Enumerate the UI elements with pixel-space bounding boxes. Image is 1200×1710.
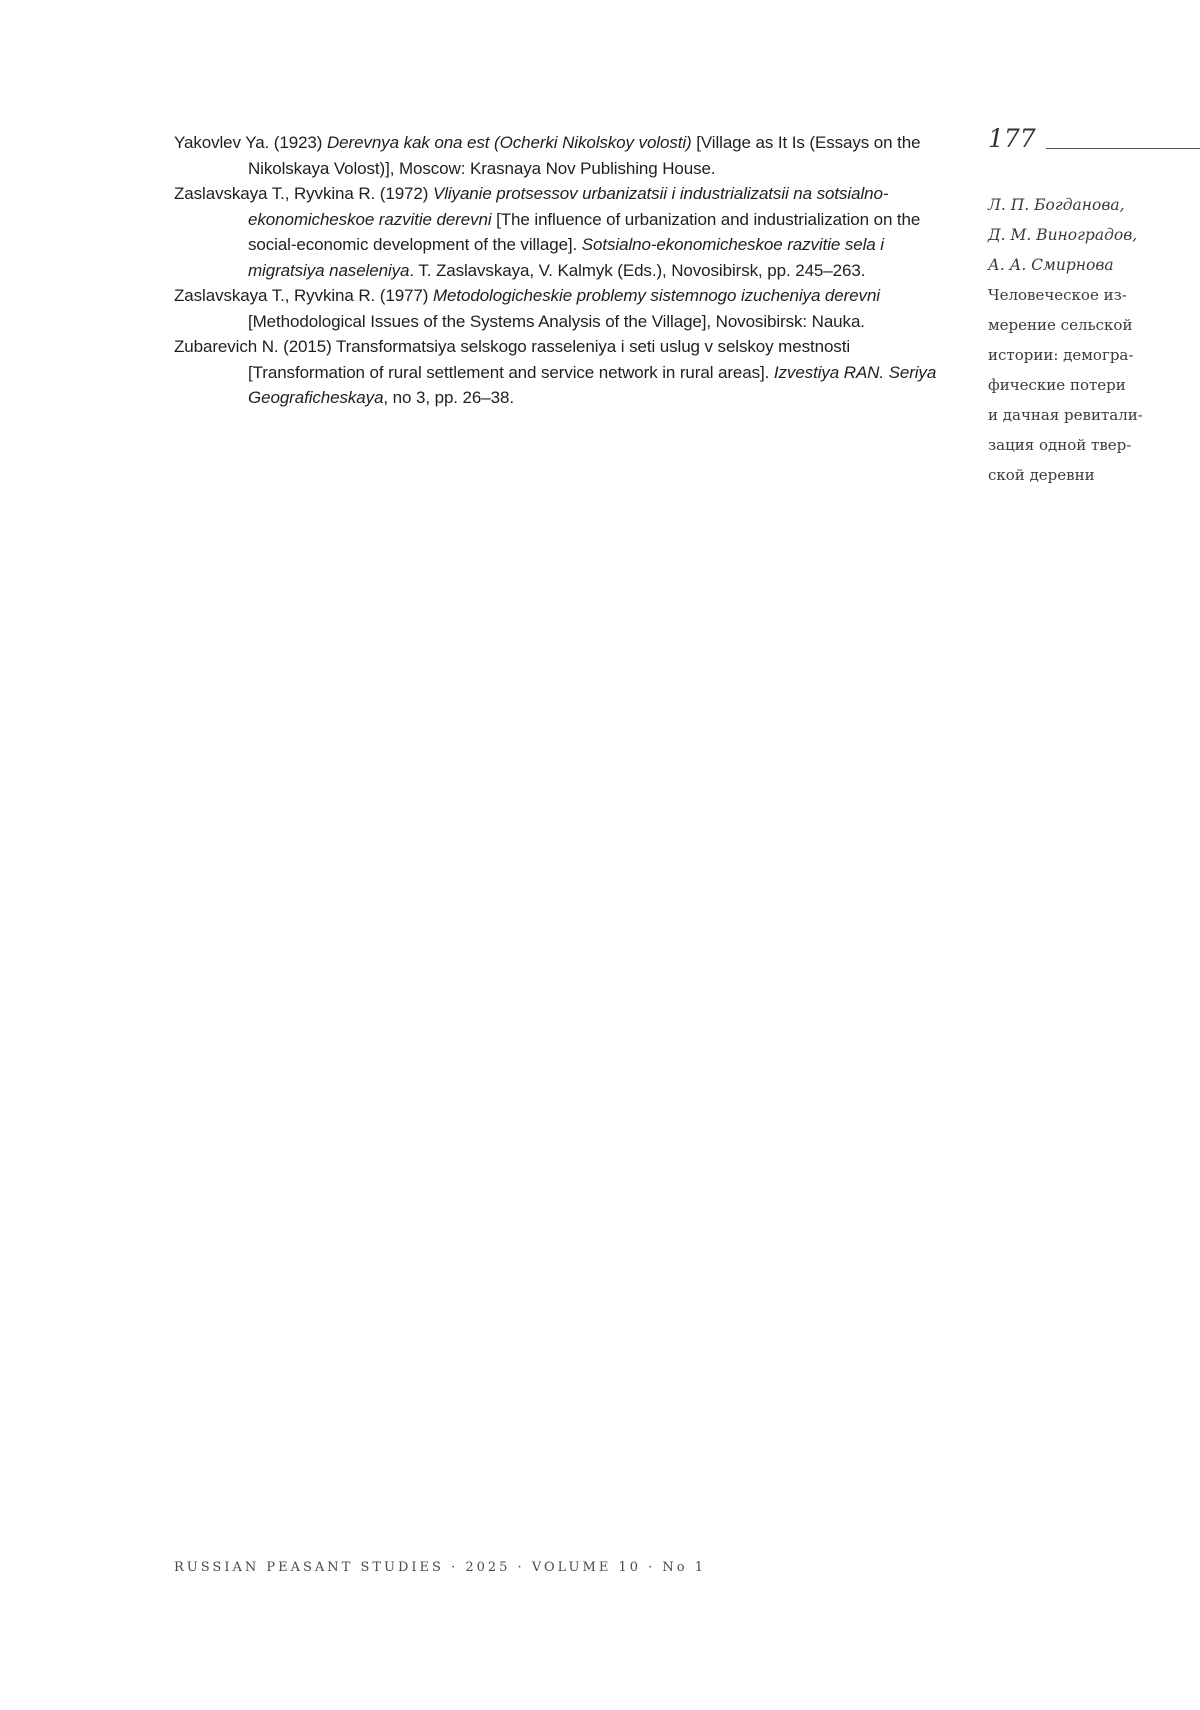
reference-text: [Methodological Issues of the Systems Analysis of the Village], Novosibirsk: Nauka.: [248, 311, 865, 331]
reference-list: [174, 130, 954, 411]
reference-entry: [174, 283, 954, 334]
running-header-sidebar: [988, 190, 1188, 490]
reference-text: Zaslavskaya T., Ryvkina R. (1972): [174, 184, 433, 203]
reference-italic-title: Metodologicheskie problemy sistemnogo izucheniya derevni: [432, 286, 880, 305]
reference-italic-title: Sotsialno-ekonomicheskoe razvitie sela i migratsiya naseleniya: [248, 235, 884, 280]
reference-text: Zaslavskaya T., Ryvkina R. (1977): [174, 286, 433, 305]
article-title-line: ской деревни: [988, 466, 1095, 484]
reference-text: [Village as It Is (Essays on the Nikolskaya Volost)], Moscow: Krasnaya Nov Publishing House.: [248, 133, 921, 178]
article-title-line: мерение сельской: [988, 316, 1133, 334]
reference-italic-title: Derevnya kak ona est (Ocherki Nikolskoy volosti): [326, 133, 692, 152]
reference-text: , no 3, pp. 26–38.: [383, 388, 514, 407]
author-name: Л. П. Богданова,: [988, 196, 1125, 214]
page-number: 177: [988, 124, 1036, 153]
author-name: Д. М. Виноградов,: [988, 226, 1138, 244]
article-title-line: и дачная ревитали-: [988, 406, 1143, 424]
reference-text: . T. Zaslavskaya, V. Kalmyk (Eds.), Novosibirsk, pp. 245–263.: [409, 260, 866, 280]
reference-entry: [174, 181, 954, 283]
article-title-line: истории: демогра-: [988, 346, 1134, 364]
article-title-line: зация одной твер-: [988, 436, 1132, 454]
author-name: А. А. Смирнова: [988, 256, 1114, 274]
article-title-line: Человеческое из-: [988, 286, 1127, 304]
journal-footer: RUSSIAN PEASANT STUDIES · 2025 · VOLUME 10 · No 1: [174, 1560, 706, 1575]
reference-italic-title: Izvestiya RAN. Seriya Geograficheskaya: [248, 362, 937, 407]
reference-entry: [174, 334, 954, 411]
reference-text: [The influence of urbanization and industrialization on the social-economic development of the village].: [248, 209, 921, 254]
reference-text: Yakovlev Ya. (1923): [174, 133, 327, 152]
article-title-line: фические потери: [988, 376, 1126, 394]
reference-italic-title: Vliyanie protsessov urbanizatsii i industrializatsii na sotsialno-ekonomicheskoe razvitie derevni: [248, 184, 889, 229]
reference-entry: [174, 130, 954, 181]
page-number-rule: [1046, 148, 1200, 149]
reference-text: Zubarevich N. (2015) Transformatsiya selskogo rasseleniya i seti uslug v selskoy mestnosti [Transformation of rural settlement and service network in rural areas].: [174, 337, 851, 382]
